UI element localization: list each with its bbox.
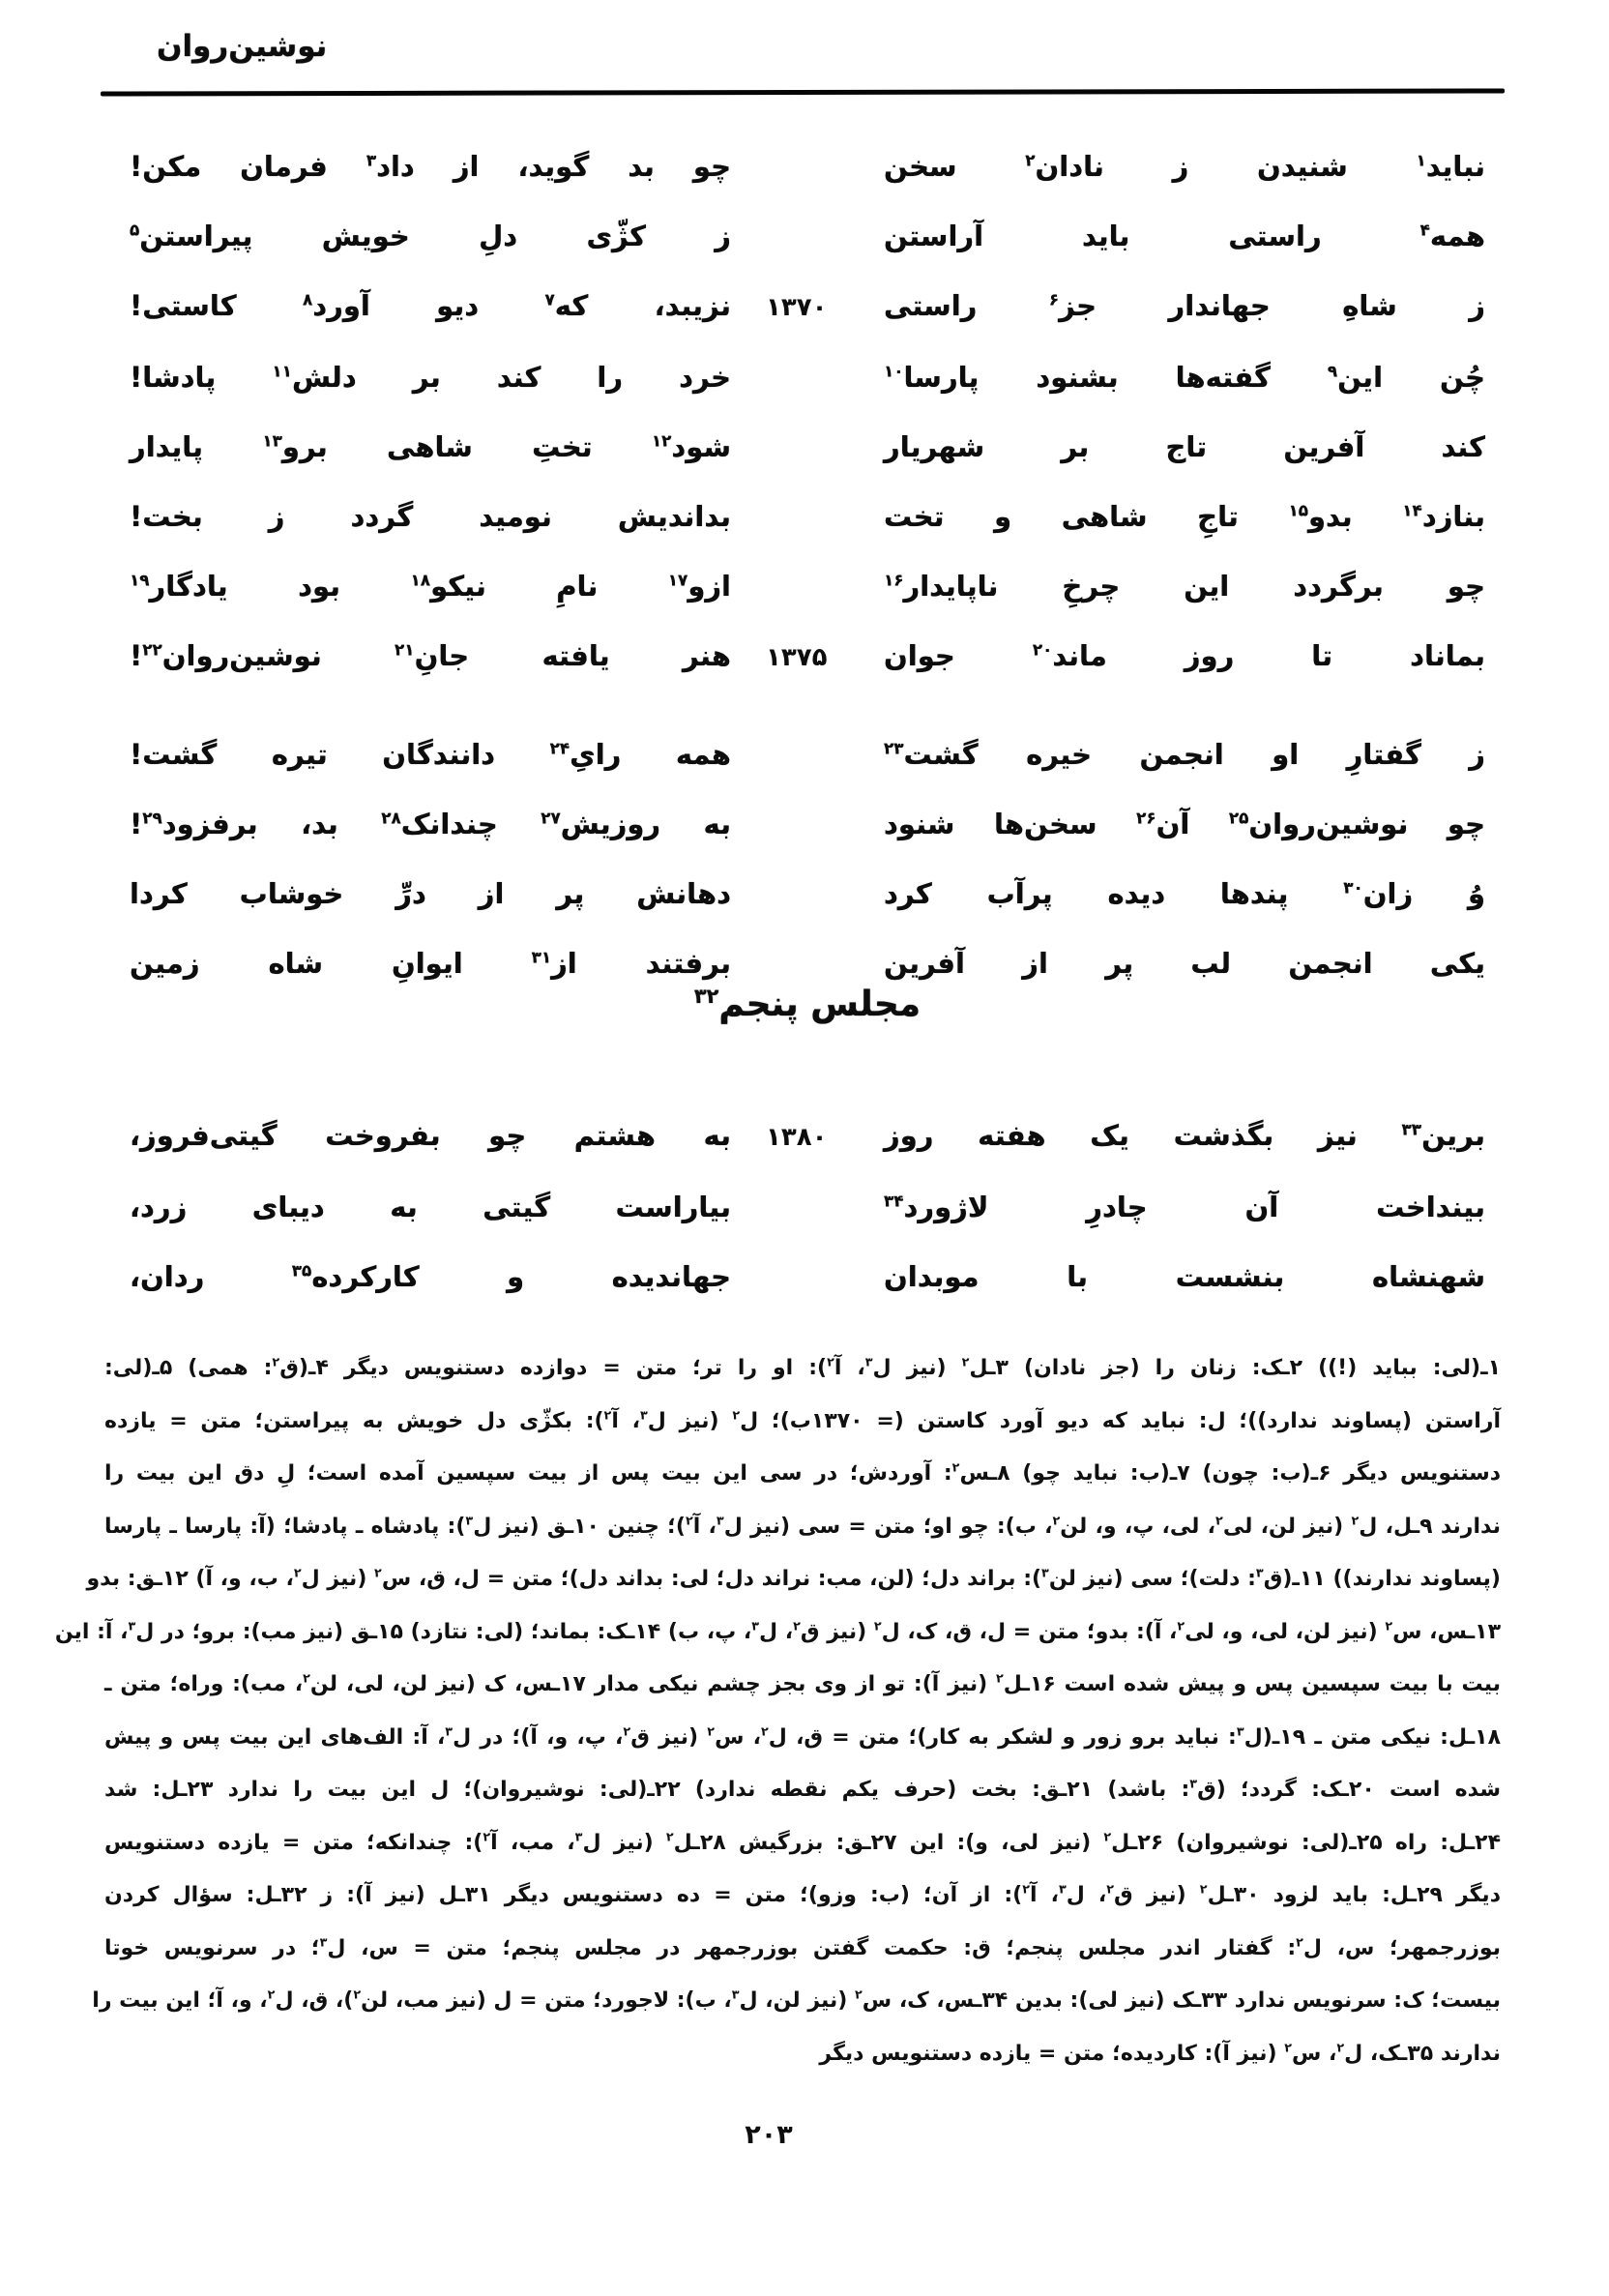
footnote-marker: ۳ xyxy=(864,1355,873,1370)
hemistich-second: همه رایِ$^{۲۴}$ دانندگان تیره گشت! xyxy=(130,738,731,771)
verse-row xyxy=(130,145,1485,189)
verse-row xyxy=(130,565,1485,608)
hemistich-first: شهنشاه بنشست با موبدان xyxy=(884,1260,1485,1293)
hemistich-first: وُ زان$^{۳۰}$ پندها دیده پرآب کرد xyxy=(884,877,1485,910)
footnote-line: بوزرجمهر؛ س، ل$^۲$: گفتار اندر مجلس پنجم؛ ق: حکمت گفتن بوزرجمهر در مجلس پنجم؛ متن = س، ل$^۳$؛ در سرنویس خوتا xyxy=(104,1935,1501,1960)
footnote-marker: ۳ xyxy=(574,1830,583,1845)
poem-stanza-3 xyxy=(130,1114,1485,1325)
footnote-line: آراستن (پساوند ندارد))؛ ل: نباید که دیو آورد کاستن (= ۱۳۷۰ب)؛ ل$^۲$ (نیز ل$^۳$، آ$^۲$): بکژّی دل خویش به پیراستن؛ متن = یازده xyxy=(104,1408,1501,1433)
footnote-marker: ۲ xyxy=(303,1671,310,1687)
hemistich-first: چو برگردد این چرخِ ناپایدار$^{۱۶}$ xyxy=(884,570,1485,603)
footnote-line: شده است ۲۰ـک: گردد؛ (ق$^۳$: باشد) ۲۱ـق: بخت (حرف یکم نقطه ندارد) ۲۲ـ(لی: نوشیروان)؛ ل این بیت را ندارد ۲۳ـل: شد xyxy=(104,1777,1501,1802)
footnote-marker: ۲ xyxy=(760,1724,769,1740)
footnote-marker: ۱۶ xyxy=(884,570,904,590)
verse-row xyxy=(130,1255,1485,1299)
footnote-marker: ۳۲ xyxy=(693,985,719,1008)
hemistich-first: نباید$^۱$ شنیدن ز نادان$^۲$ سخن xyxy=(884,150,1485,183)
footnote-marker: ۲ xyxy=(293,1566,302,1581)
hemistich-second: بداندیش نومید گردد ز بخت! xyxy=(130,500,731,533)
footnote-marker: ۲ xyxy=(1022,1882,1031,1898)
verse-row xyxy=(130,1114,1485,1160)
footnote-marker: ۲ xyxy=(623,1724,631,1740)
footnote-marker: ۱۹ xyxy=(130,570,150,590)
footnote-marker: ۲ xyxy=(272,1355,280,1370)
footnote-marker: ۲ xyxy=(1385,1619,1393,1634)
footnote-marker: ۳ xyxy=(1236,1724,1244,1740)
page-number: ۲۰۳ xyxy=(745,2120,793,2150)
footnote-marker: ۱۸ xyxy=(410,570,431,590)
footnote-marker: ۲۹ xyxy=(142,808,162,828)
hemistich-first: بماناد تا روز ماند$^{۲۰}$ جوان xyxy=(884,639,1485,672)
footnote-marker: ۲ xyxy=(1052,1514,1061,1529)
footnote-marker: ۳ xyxy=(751,1619,759,1634)
footnote-marker: ۳۳ xyxy=(1401,1119,1422,1139)
hemistich-second: به هشتم چو بفروخت گیتی‌فروز، xyxy=(130,1119,731,1152)
footnote-marker: ۲ xyxy=(1336,2041,1345,2056)
footnote-marker: ۲ xyxy=(793,1619,801,1634)
footnote-marker: ۲۸ xyxy=(381,808,401,828)
footnote-marker: ۹ xyxy=(1327,361,1338,381)
hemistich-second: خرد را کند بر دلش$^{۱۱}$ پادشا! xyxy=(130,361,731,394)
footnote-marker: ۲ xyxy=(1177,1619,1185,1634)
verse-row xyxy=(130,942,1485,986)
footnote-marker: ۴ xyxy=(1419,220,1430,240)
verse-row xyxy=(130,872,1485,916)
footnote-marker: ۲ xyxy=(1106,1882,1115,1898)
footnote-marker: ۵ xyxy=(130,220,140,240)
footnote-marker: ۲ xyxy=(353,1987,362,2003)
footnote-marker: ۲ xyxy=(1025,150,1036,170)
verse-row xyxy=(130,284,1485,330)
running-header: نوشین‌روان xyxy=(157,29,328,64)
header-rule xyxy=(101,88,1505,96)
footnote-line: ۱ـ(لی: بباید (!)) ۲ـک: زنان را (جز نادان) ۳ـل$^۲$ (نیز ل$^۳$، آ$^۲$): او را تر؛ متن = دوازده دستنویس دیگر ۴ـ(ق$^۲$: همی) ۵ـ(لی: xyxy=(104,1355,1502,1380)
footnote-marker: ۲ xyxy=(873,1619,882,1634)
hemistich-first: همه$^۴$ راستی باید آراستن xyxy=(884,220,1485,252)
hemistich-first: کند آفرین تاج بر شهریار xyxy=(884,430,1485,463)
footnote-marker: ۱۵ xyxy=(1288,500,1308,520)
verse-row xyxy=(130,803,1485,846)
footnote-marker: ۷ xyxy=(544,289,555,309)
hemistich-second: شود$^{۱۲}$ تختِ شاهی برو$^{۱۳}$ پایدار xyxy=(130,430,732,463)
footnote-marker: ۲۱ xyxy=(395,639,415,660)
verse-row xyxy=(130,733,1485,777)
footnote-marker: ۳ xyxy=(639,1408,648,1424)
footnote-line: ۱۳ـس، س$^۲$ (نیز لن، لی، و، لی$^۲$، آ): بدو؛ متن = ل، ق، ک، ل$^۲$ (نیز ق$^۲$، ل$^۳$، پ، ب) ۱۴ـک: بماند؛ (لی: نتازد) ۱۵ـق (نیز مب): برو؛ در ل$^۳$، آ: این xyxy=(54,1619,1501,1644)
footnote-marker: ۱۱ xyxy=(272,361,292,381)
footnote-marker: ۱ xyxy=(1416,150,1426,170)
hemistich-first: بینداخت آن چادرِ لاژورد$^{۳۴}$ xyxy=(884,1191,1485,1223)
footnote-marker: ۲ xyxy=(1215,1514,1223,1529)
footnote-marker: ۳ xyxy=(1189,1777,1198,1792)
footnote-marker: ۲ xyxy=(1296,1935,1303,1951)
footnote-marker: ۶ xyxy=(1048,289,1060,309)
footnote-line: دیگر ۲۹ـل: باید لزود ۳۰ـل$^۲$ (نیز ق$^۲$، ل$^۳$، آ$^۲$): از آن؛ (ب: وزو)؛ متن = ده دستنویس دیگر ۳۱ـل (نیز آ): ز ۳۲ـل: سؤال کردن xyxy=(104,1882,1501,1907)
footnote-marker: ۲۰ xyxy=(1032,639,1053,660)
hemistich-second: جهاندیده و کارکرده$^{۳۵}$ ردان، xyxy=(130,1260,731,1293)
verse-row xyxy=(130,1186,1485,1229)
hemistich-second: ز کژّی دلِ خویش پیراستن$^۵$ xyxy=(130,220,731,252)
hemistich-first: برین$^{۳۳}$ نیز بگذشت یک هفته روز xyxy=(884,1119,1485,1152)
footnote-marker: ۳۱ xyxy=(531,947,552,967)
footnote-marker: ۱۳ xyxy=(262,430,282,451)
footnote-marker: ۲ xyxy=(267,1987,276,2003)
footnote-line: (پساوند ندارند)) ۱۱ـ(ق$^۳$: دلت)؛ سی (نیز لن$^۳$): براند دل؛ (لن، مب: نراند دل؛ لی: بداند دل)؛ متن = ل، ق، س$^۲$ (نیز ل$^۲$، ب، و، آ) ۱۲ـق: بدو xyxy=(86,1566,1501,1591)
footnote-line: ندارند ۳۵ـک، ل$^۲$، س$^۲$ (نیز آ): کاردیده؛ متن = یازده دستنویس دیگر xyxy=(819,2041,1501,2066)
footnote-marker: ۲ xyxy=(827,1355,834,1370)
footnote-marker: ۳۵ xyxy=(291,1260,312,1280)
footnote-marker: ۲ xyxy=(1103,1830,1112,1845)
footnote-marker: ۳ xyxy=(1041,1566,1049,1581)
footnote-marker: ۲ xyxy=(961,1355,970,1370)
footnote-marker: ۲ xyxy=(685,1514,693,1529)
footnote-marker: ۳۴ xyxy=(884,1191,904,1211)
footnote-marker: ۲۲ xyxy=(142,639,162,660)
hemistich-second: ازو$^{۱۷}$ نامِ نیکو$^{۱۸}$ بود یادگار$^{۱۹}$ xyxy=(130,570,731,603)
section-heading: مجلس پنجم$^{۳۲}$ xyxy=(693,985,922,1024)
verse-row xyxy=(130,634,1485,680)
footnote-marker: ۲ xyxy=(855,1987,863,2003)
footnote-marker: ۱۰ xyxy=(884,361,904,381)
footnote-marker: ۲ xyxy=(707,1724,716,1740)
footnote-marker: ۳ xyxy=(1255,1566,1264,1581)
footnote-marker: ۲۴ xyxy=(549,738,570,758)
footnote-line: ۲۴ـل: راه ۲۵ـ(لی: نوشیروان) ۲۶ـل$^۲$ (نیز لی، و): این ۲۷ـق: بزرگیش ۲۸ـل$^۲$ (نیز ل$^۳$، مب، آ$^۲$): چندانکه؛ متن = یازده دستنویس xyxy=(104,1830,1502,1855)
hemistich-second: برفتند از$^{۳۱}$ ایوانِ شاه زمین xyxy=(130,947,732,980)
footnote-marker: ۳ xyxy=(465,1514,474,1529)
footnote-marker: ۲ xyxy=(665,1830,674,1845)
footnote-line: بیت با بیت سپسین پس و پیش شده است ۱۶ـل$^۲$ (نیز آ): تو از وی بجز چشم نیکی مدار ۱۷ـس، ک (نیز لن، لی، لن$^۲$، مب): وراه؛ متن ـ xyxy=(104,1671,1501,1696)
verse-number: ۱۳۷۵ xyxy=(766,643,828,672)
hemistich-second: هنر یافته جانِ$^{۲۱}$ نوشین‌روان$^{۲۲}$! xyxy=(130,639,731,672)
hemistich-second: بیاراست گیتی به دیبای زرد، xyxy=(130,1191,731,1223)
footnotes-block xyxy=(54,1342,1502,2080)
verse-row xyxy=(130,495,1485,539)
footnote-marker: ۳ xyxy=(366,150,377,170)
hemistich-first: بنازد$^{۱۴}$ بدو$^{۱۵}$ تاجِ شاهی و تخت xyxy=(884,500,1486,533)
footnote-line: دستنویس دیگر ۶ـ(ب: چون) ۷ـ(ب: نباید چو) ۸ـس$^۲$: آوردش؛ در سی این بیت پس از بیت سپسین آمده است؛ لِ دق این بیت را xyxy=(104,1460,1501,1486)
footnote-marker: ۲ xyxy=(732,1408,741,1424)
verse-row xyxy=(130,426,1485,469)
footnote-marker: ۳ xyxy=(319,1935,328,1951)
hemistich-second: دهانش پر از درِّ خوشاب کردا xyxy=(130,877,731,910)
footnote-marker: ۲۷ xyxy=(541,808,561,828)
footnote-marker: ۲ xyxy=(1284,2041,1292,2056)
footnote-line: ندارند ۹ـل، ل$^۲$ (نیز لن، لی$^۲$، لی، پ، و، لن$^۲$، ب): چو او؛ متن = سی (نیز ل$^۳$، آ$^۲$)؛ چنین ۱۰ـق (نیز ل$^۳$): پادشاه ـ پادشا؛ (آ: پارسا ـ پارسا xyxy=(104,1514,1501,1539)
hemistich-first: ز گفتارِ او انجمن خیره گشت$^{۲۳}$ xyxy=(884,738,1485,771)
hemistich-second: چو بد گوید، از داد$^۳$ فرمان مکن! xyxy=(130,150,732,183)
hemistich-first: چُن این$^۹$ گفته‌ها بشنود پارسا$^{۱۰}$ xyxy=(884,361,1485,394)
footnote-marker: ۲ xyxy=(951,1460,960,1476)
footnote-marker: ۳ xyxy=(1058,1882,1067,1898)
footnote-line: بیست؛ ک: سرنویس ندارد ۳۳ـک (نیز لی): بدین ۳۴ـس، ک، س$^۲$ (نیز لن، ل$^۳$، ب): لاجورد؛ متن = ل (نیز مب، لن$^۲$)، ق، ل$^۲$، و، آ؛ این بیت را xyxy=(92,1987,1501,2013)
verse-number: ۱۳۷۰ xyxy=(766,293,828,322)
footnote-marker: ۱۷ xyxy=(667,570,688,590)
footnote-marker: ۲ xyxy=(483,1830,491,1845)
footnote-marker: ۳ xyxy=(731,1987,740,2003)
footnote-marker: ۱۴ xyxy=(1402,500,1422,520)
footnote-marker: ۲۳ xyxy=(884,738,904,758)
footnote-marker: ۲ xyxy=(374,1566,382,1581)
footnote-line: ۱۸ـل: نیکی متن ـ ۱۹ـ(ل$^۳$: نباید برو زور و لشکر به کار)؛ متن = ق، ل$^۲$، س$^۲$ (نیز ق$^۲$، پ، و، آ)؛ در ل$^۳$، آ: الف‌های این بیت پس و پیش xyxy=(104,1724,1501,1750)
footnote-marker: ۸ xyxy=(303,289,313,309)
verse-row xyxy=(130,215,1485,258)
footnote-marker: ۲۵ xyxy=(1228,808,1249,828)
footnote-marker: ۱۲ xyxy=(651,430,672,451)
hemistich-second: نزیبد، که$^۷$ دیو آورد$^۸$ کاستی! xyxy=(130,289,731,322)
hemistich-first: چو نوشین‌روان$^{۲۵}$ آن$^{۲۶}$ سخن‌ها شنود xyxy=(884,808,1485,840)
footnote-marker: ۲ xyxy=(1351,1514,1360,1529)
footnote-marker: ۲۶ xyxy=(1136,808,1156,828)
footnote-marker: ۳ xyxy=(128,1619,136,1634)
hemistich-second: به روزیش$^{۲۷}$ چندانک$^{۲۸}$ بد، برفزود$^{۲۹}$! xyxy=(130,808,732,840)
footnote-marker: ۲ xyxy=(995,1671,1004,1687)
footnote-marker: ۲ xyxy=(603,1408,612,1424)
poem-stanza-1 xyxy=(130,145,1485,706)
footnote-marker: ۲ xyxy=(1199,1882,1208,1898)
poem-stanza-2 xyxy=(130,733,1485,1012)
footnote-marker: ۳ xyxy=(445,1724,453,1740)
footnote-marker: ۳ xyxy=(716,1514,724,1529)
footnote-marker: ۳۰ xyxy=(1343,877,1363,898)
hemistich-first: ز شاهِ جهاندار جز$^۶$ راستی xyxy=(884,289,1485,322)
hemistich-first: یکی انجمن لب پر از آفرین xyxy=(884,947,1485,980)
verse-row xyxy=(130,356,1485,399)
verse-number: ۱۳۸۰ xyxy=(766,1123,828,1152)
